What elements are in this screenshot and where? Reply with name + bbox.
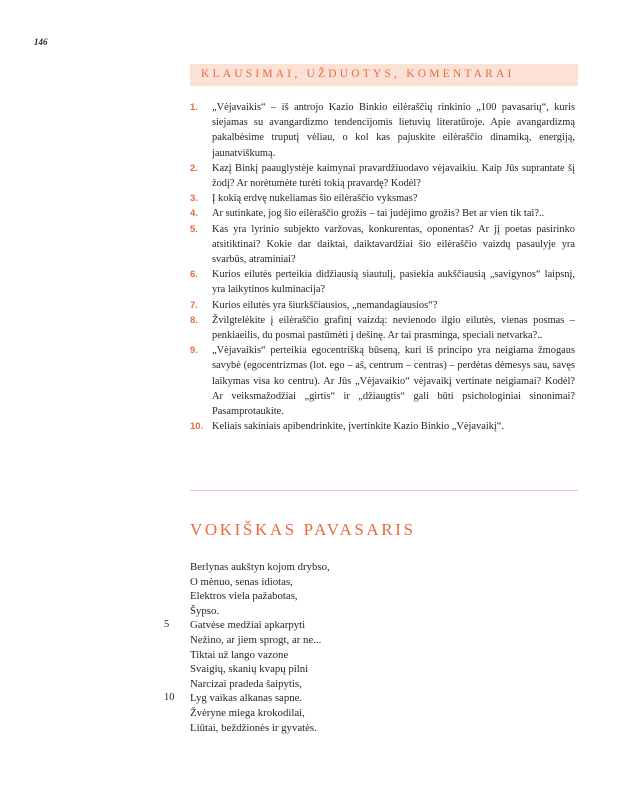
poem-line xyxy=(190,721,550,736)
question-text: Kazį Binkį paauglystėje kaimynai pravardžiuodavo vėjavaikiu. Kaip Jūs suprantate šį žodį? Ar norėtumėte turėti tokią pravardę? Kodėl? xyxy=(212,162,575,190)
question-item xyxy=(190,222,575,268)
question-text: Kurios eilutės yra šiurkščiausios, „nemandagiausios“? xyxy=(212,299,438,311)
question-item xyxy=(190,191,575,206)
question-item xyxy=(190,419,575,434)
poem-line-text: Žvėryne miega krokodilai, xyxy=(190,706,305,719)
page-number: 146 xyxy=(34,37,48,47)
question-number: 6. xyxy=(190,269,198,281)
question-item xyxy=(190,267,575,297)
question-number: 3. xyxy=(190,193,198,205)
line-number: 10 xyxy=(164,692,175,704)
poem-line-text: O mėnuo, senas idiotas, xyxy=(190,575,293,588)
question-item xyxy=(190,298,575,313)
poem-title: VOKIŠKAS PAVASARIS xyxy=(190,520,416,539)
poem-line-text: Svaigių, skanių kvapų pilni xyxy=(190,663,309,676)
poem-line-text: Šypso. xyxy=(190,604,220,617)
question-number: 9. xyxy=(190,345,198,357)
question-item xyxy=(190,161,575,191)
poem-body xyxy=(164,560,550,735)
poem-line xyxy=(190,662,550,677)
poem-line-text: Gatvėse medžiai apkarpyti xyxy=(190,619,306,632)
question-item xyxy=(190,206,575,221)
question-text: Kas yra lyrinio subjekto varžovas, konkurentas, oponentas? Ar jį poetas pasirinko atsitiktinai? Kokie dar daiktai, daiktavardžiai šio eilėraščio vaizdų pasaulyje yra svarbūs, atraminiai? xyxy=(212,223,575,266)
section-header xyxy=(190,64,578,86)
poem-line xyxy=(190,648,550,663)
poem-line xyxy=(190,604,550,619)
question-number: 8. xyxy=(190,314,198,326)
question-item xyxy=(190,343,575,419)
question-number: 4. xyxy=(190,208,198,220)
poem-line-text: Berlynas aukštyn kojom drybso, xyxy=(190,561,330,573)
question-list xyxy=(190,100,575,434)
section-divider xyxy=(190,490,578,491)
poem-line xyxy=(190,677,550,692)
question-item xyxy=(190,313,575,343)
question-text: Kurios eilutės perteikia didžiausią siautulį, pasiekia aukščiausią „savigynos“ laipsnį, yra laikytinos kulminacija? xyxy=(212,269,575,296)
question-number: 10. xyxy=(190,421,204,433)
poem-line-text: Narcizai pradeda šaipytis, xyxy=(190,677,302,690)
section-title: KLAUSIMAI, UŽDUOTYS, KOMENTARAI xyxy=(201,68,515,80)
line-number: 5 xyxy=(164,619,170,631)
question-number: 2. xyxy=(190,162,198,174)
poem-line xyxy=(164,618,550,633)
question-text: Į kokią erdvę nukeliamas šio eilėraščio vyksmas? xyxy=(212,193,418,205)
poem-line-text: Lyg vaikas alkanas sapne. xyxy=(190,692,303,705)
poem-line-text: Liūtai, beždžionės ir gyvatės. xyxy=(190,721,317,734)
poem-line-text: Elektros viela pažabotas, xyxy=(190,590,298,603)
question-text: „Vėjavaikis“ – iš antrojo Kazio Binkio eilėraščių rinkinio „100 pavasarių“, kuris siejamas su avangardizmo tendencijomis lietuvių literatūroje. Apie avangardizmą pakalbėsime truputį vėliau, o kol kas pajuskite eilėraščio dinamiką, energiją, jaunatviškumą. xyxy=(212,102,575,159)
poem-line-text: Nežino, ar jiem sprogt, ar ne... xyxy=(190,633,322,646)
question-number: 1. xyxy=(190,102,198,113)
question-number: 7. xyxy=(190,299,198,311)
poem-line xyxy=(190,560,550,575)
poem-line xyxy=(190,589,550,604)
question-text: Keliais sakiniais apibendrinkite, įvertinkite Kazio Binkio „Vėjavaikį“. xyxy=(212,421,505,433)
question-number: 5. xyxy=(190,223,198,235)
question-text: Ar sutinkate, jog šio eilėraščio grožis – tai judėjimo grožis? Bet ar vien tik tai?.. xyxy=(212,208,545,220)
poem-line-text: Tiktai už lango vazone xyxy=(190,648,289,661)
question-item xyxy=(190,100,575,161)
poem-line xyxy=(190,575,550,590)
question-text: „Vėjavaikis“ perteikia egocentrišką būseną, kuri iš principo yra neigiama žmogaus savybė (egocentrizmas (lot. ego – aš, centrum – centras) – perdėtas dėmesys sau, savęs laikymas visa ko centru). Ar Jūs „Vėjavaikio“ vėjavaikį vertinate neigiamai? Kodėl? Ar veiksmažodžiai „girtis“ ir „džiaugtis“ gali būti psichologiniai sinonimai? Pasamprotaukite. xyxy=(212,345,575,418)
poem-line xyxy=(190,706,550,721)
poem-line xyxy=(190,633,550,648)
poem-line xyxy=(164,691,550,706)
question-text: Žvilgtelėkite į eilėraščio grafinį vaizdą: nevienodo ilgio eilutės, vienas posmas – penkiaeilis, du posmai pastūmėti į dešinę. Ar tai prasminga, speciali netvarka?.. xyxy=(212,314,575,342)
